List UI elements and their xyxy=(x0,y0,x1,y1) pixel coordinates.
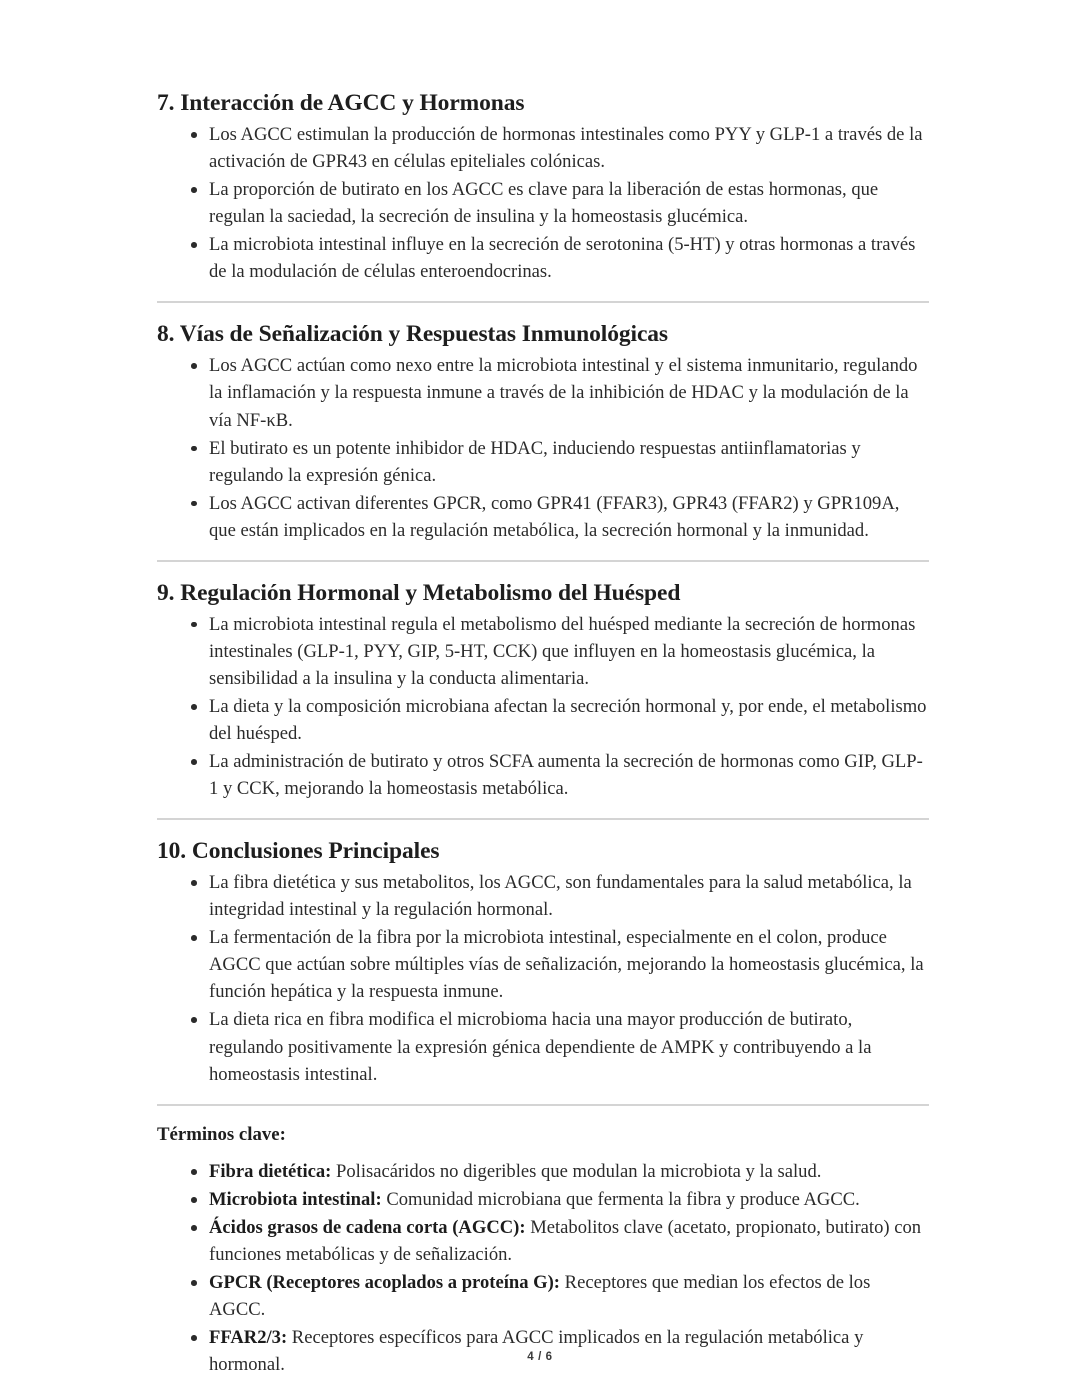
glossary-definition: Metabolitos clave (acetato, propionato, butirato) con funciones metabólicas y de señalización. xyxy=(209,1217,922,1266)
section-divider xyxy=(157,301,929,303)
section-divider xyxy=(157,1104,929,1106)
section-7 xyxy=(157,88,929,285)
section-heading: 9. Regulación Hormonal y Metabolismo del Huésped xyxy=(157,579,681,606)
list-item: Los AGCC activan diferentes GPCR, como GPR41 (FFAR3), GPR43 (FFAR2) y GPR109A, que están implicados en la regulación metabólica, la secreción hormonal y la inmunidad. xyxy=(157,490,929,544)
list-item xyxy=(157,1269,929,1323)
glossary-section xyxy=(157,1122,929,1379)
section-heading: 8. Vías de Señalización y Respuestas Inmunológicas xyxy=(157,321,668,348)
glossary-definition: Receptores específicos para AGCC implicados en la regulación metabólica y hormonal. xyxy=(209,1327,864,1376)
section-9 xyxy=(157,578,929,802)
list-item: Los AGCC estimulan la producción de hormonas intestinales como PYY y GLP-1 a través de la activación de GPR43 en células epiteliales colónicas. xyxy=(157,121,929,175)
glossary-term: FFAR2/3: xyxy=(209,1327,288,1349)
section-bullet-list xyxy=(157,869,929,1087)
list-item xyxy=(157,1158,929,1185)
list-item: La fermentación de la fibra por la microbiota intestinal, especialmente en el colon, produce AGCC que actúan sobre múltiples vías de señalización, mejorando la homeostasis glucémica, la función hepática y la respuesta inmune. xyxy=(157,924,929,1005)
list-item: Los AGCC actúan como nexo entre la microbiota intestinal y el sistema inmunitario, regulando la inflamación y la respuesta inmune a través de la inhibición de HDAC y la modulación de la vía NF-κB. xyxy=(157,352,929,433)
section-heading: 10. Conclusiones Principales xyxy=(157,838,440,865)
glossary-term: Microbiota intestinal: xyxy=(209,1188,382,1210)
list-item: La proporción de butirato en los AGCC es clave para la liberación de estas hormonas, que regulan la saciedad, la secreción de insulina y la homeostasis glucémica. xyxy=(157,176,929,230)
glossary-title: Términos clave: xyxy=(157,1123,286,1145)
glossary-list xyxy=(157,1158,929,1378)
section-bullet-list xyxy=(157,121,929,285)
list-item: La dieta y la composición microbiana afectan la secreción hormonal y, por ende, el metabolismo del huésped. xyxy=(157,693,929,747)
section-heading: 7. Interacción de AGCC y Hormonas xyxy=(157,90,525,116)
page-number: 4 / 6 xyxy=(527,1351,553,1363)
page-content xyxy=(157,88,929,1379)
list-item: El butirato es un potente inhibidor de HDAC, induciendo respuestas antiinflamatorias y regulando la expresión génica. xyxy=(157,435,929,489)
glossary-term: Fibra dietética: xyxy=(209,1160,332,1182)
glossary-term: Ácidos grasos de cadena corta (AGCC): xyxy=(209,1217,526,1239)
section-10 xyxy=(157,836,929,1087)
section-8 xyxy=(157,319,929,543)
list-item xyxy=(157,1186,929,1213)
list-item xyxy=(157,1214,929,1268)
section-bullet-list xyxy=(157,352,929,543)
glossary-definition: Polisacáridos no digeribles que modulan la microbiota y la salud. xyxy=(331,1160,822,1182)
section-bullet-list xyxy=(157,611,929,802)
list-item: La administración de butirato y otros SCFA aumenta la secreción de hormonas como GIP, GLP-1 y CCK, mejorando la homeostasis metabólica. xyxy=(157,748,929,802)
list-item: La microbiota intestinal influye en la secreción de serotonina (5-HT) y otras hormonas a través de la modulación de células enteroendocrinas. xyxy=(157,231,929,285)
list-item: La microbiota intestinal regula el metabolismo del huésped mediante la secreción de hormonas intestinales (GLP-1, PYY, GIP, 5-HT, CCK) que influyen en la homeostasis glucémica, la sensibilidad a la insulina y la conducta alimentaria. xyxy=(157,611,929,692)
glossary-term: GPCR (Receptores acoplados a proteína G): xyxy=(209,1272,561,1294)
section-divider xyxy=(157,818,929,820)
list-item: La dieta rica en fibra modifica el microbioma hacia una mayor producción de butirato, regulando positivamente la expresión génica dependiente de AMPK y contribuyendo a la homeostasis intestinal. xyxy=(157,1006,929,1087)
glossary-definition: Receptores que median los efectos de los AGCC. xyxy=(209,1272,871,1321)
section-divider xyxy=(157,560,929,562)
glossary-definition: Comunidad microbiana que fermenta la fibra y produce AGCC. xyxy=(381,1188,860,1210)
list-item: La fibra dietética y sus metabolitos, los AGCC, son fundamentales para la salud metabólica, la integridad intestinal y la regulación hormonal. xyxy=(157,869,929,923)
